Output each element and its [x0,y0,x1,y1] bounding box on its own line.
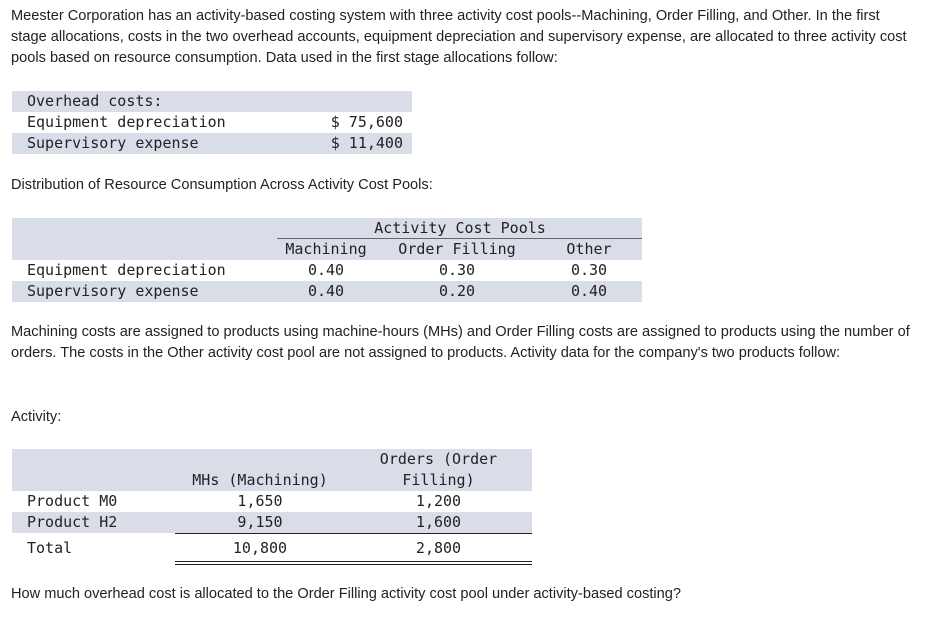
column-header-mhs: MHs (Machining) [192,471,328,489]
middle-paragraph: Machining costs are assigned to products using machine-hours (MHs) and Order Filling costs are assigned to products using the number of orders. The costs in the Other activity cost pool are not assigned to products. Activity data for the company's two products follow: [11,324,910,361]
distribution-row-label: Equipment depreciation [27,261,226,279]
activity-total-label: Total [27,539,73,557]
distribution-cell: 0.40 [570,282,608,300]
question-text: How much overhead cost is allocated to the Order Filling activity cost pool under activity-based costing? [11,586,682,602]
activity-label: Activity: [11,409,62,425]
group-header-rule [277,238,642,239]
distribution-cell: 0.40 [307,282,345,300]
column-header-order-filling: Order Filling [398,240,516,258]
column-header-other: Other [566,240,612,258]
activity-cell-mhs: 1,650 [237,492,283,510]
overhead-row-label: Equipment depreciation [27,113,226,131]
activity-cost-pools-header: Activity Cost Pools [374,219,546,237]
distribution-cell: 0.20 [438,282,476,300]
activity-total-mhs: 10,800 [232,539,288,557]
distribution-row-label: Supervisory expense [27,282,199,300]
activity-cell-orders: 1,200 [415,492,462,510]
total-double-rule-bottom [175,564,532,565]
distribution-cell: 0.30 [438,261,476,279]
activity-cell-mhs: 9,150 [237,513,283,531]
activity-row-label: Product M0 [27,492,118,510]
distribution-cell: 0.30 [570,261,608,279]
overhead-row-value: $ 11,400 [330,134,403,152]
column-header-orders-line2: Filling) [402,471,475,489]
distribution-cell: 0.40 [307,261,345,279]
overhead-row-value: $ 75,600 [330,113,403,131]
activity-row-label: Product H2 [27,513,118,531]
intro-paragraph: Meester Corporation has an activity-based costing system with three activity cost pools--Machining, Order Filling, and Other. In the first stage allocations, costs in the two overhead accounts, equipment depreciation and supervisory expense, are allocated to three activity cost pools based on resource consumption. Data used in the first stage allocations follow: [11,8,907,66]
total-double-rule-top [175,561,532,562]
column-header-machining: Machining [285,240,367,258]
distribution-title: Distribution of Resource Consumption Across Activity Cost Pools: [11,177,433,193]
activity-cell-orders: 1,600 [415,513,462,531]
activity-total-orders: 2,800 [415,539,462,557]
overhead-row-label: Supervisory expense [27,134,199,152]
overhead-header: Overhead costs: [27,92,163,110]
total-top-rule [175,533,532,534]
column-header-orders-line1: Orders (Order [379,450,498,468]
